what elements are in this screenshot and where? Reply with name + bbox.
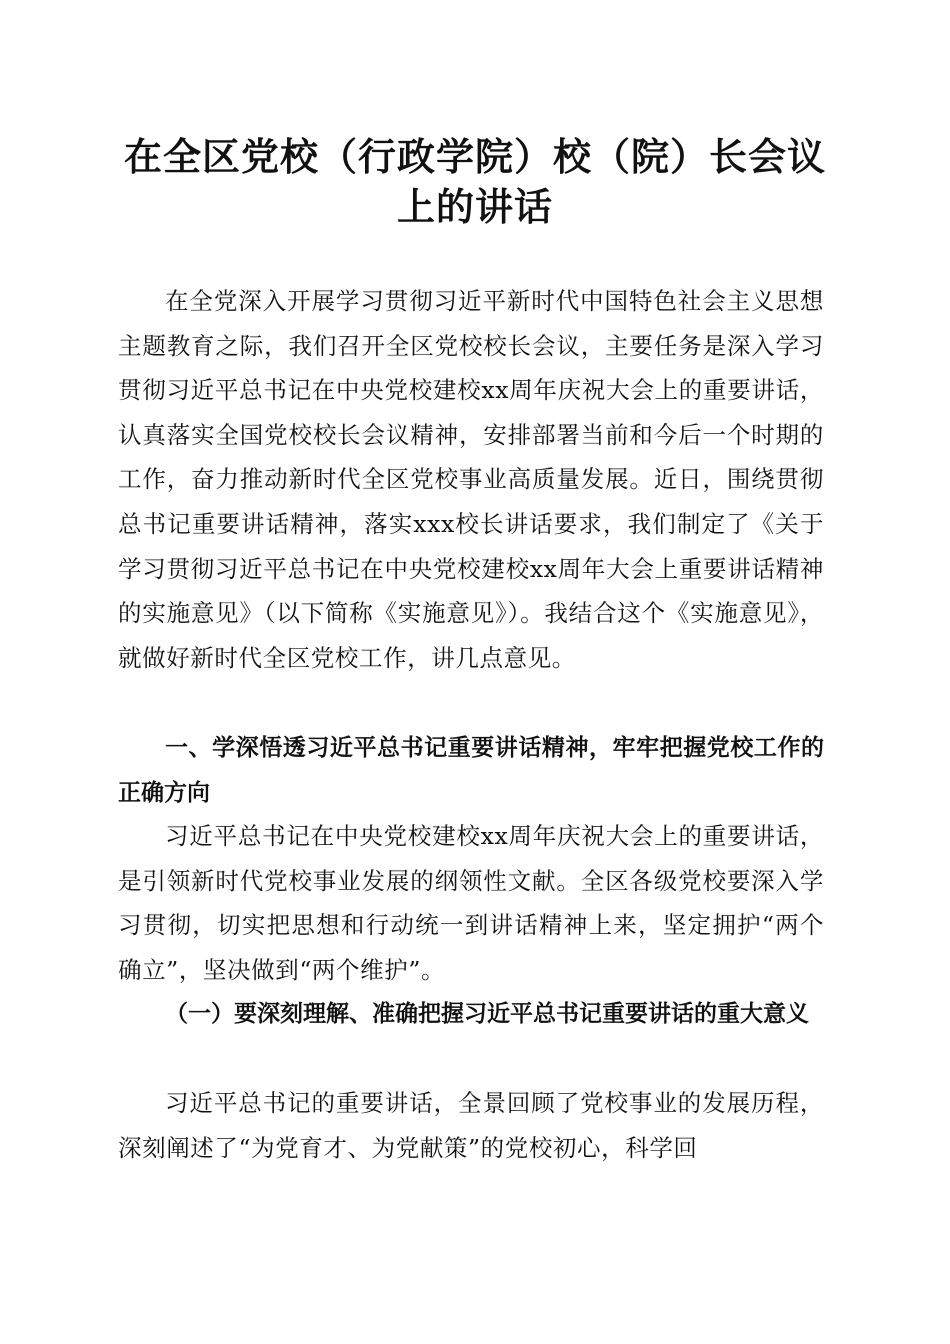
subsection-1-paragraph: 习近平总书记的重要讲话，全景回顾了党校事业的发展历程，深刻阐述了“为党育才、为党献策”的党校初心，科学回 xyxy=(118,1089,824,1162)
subsection-heading-1: （一）要深刻理解、准确把握习近平总书记重要讲话的重大意义 xyxy=(165,1000,809,1027)
document-title: 在全区党校（行政学院）校（院）长会议上的讲话 xyxy=(123,134,826,229)
intro-paragraph: 在全党深入开展学习贯彻习近平新时代中国特色社会主义思想主题教育之际，我们召开全区党校校长会议，主要任务是深入学习贯彻习近平总书记在中央党校建校xx周年庆祝大会上的重要讲话，认真落实全国党校校长会议精神，安排部署当前和今后一个时期的工作，奋力推动新时代全区党校事业高质量发展。近日，围绕贯彻总书记重要讲话精神，落实xxx校长讲话要求，我们制定了《关于学习贯彻习近平总书记在中央党校建校xx周年大会上重要讲话精神的实施意见》（以下简称《实施意见》）。我结合这个《实施意见》，就做好新时代全区党校工作，讲几点意见。 xyxy=(118,287,824,672)
section-heading-1: 一、学深悟透习近平总书记重要讲话精神，牢牢把握党校工作的正确方向 xyxy=(118,735,824,806)
section-1-paragraph: 习近平总书记在中央党校建校xx周年庆祝大会上的重要讲话，是引领新时代党校事业发展的纲领性文献。全区各级党校要深入学习贯彻，切实把思想和行动统一到讲话精神上来，坚定拥护“两个确立”，坚决做到“两个维护”。 xyxy=(118,822,824,984)
